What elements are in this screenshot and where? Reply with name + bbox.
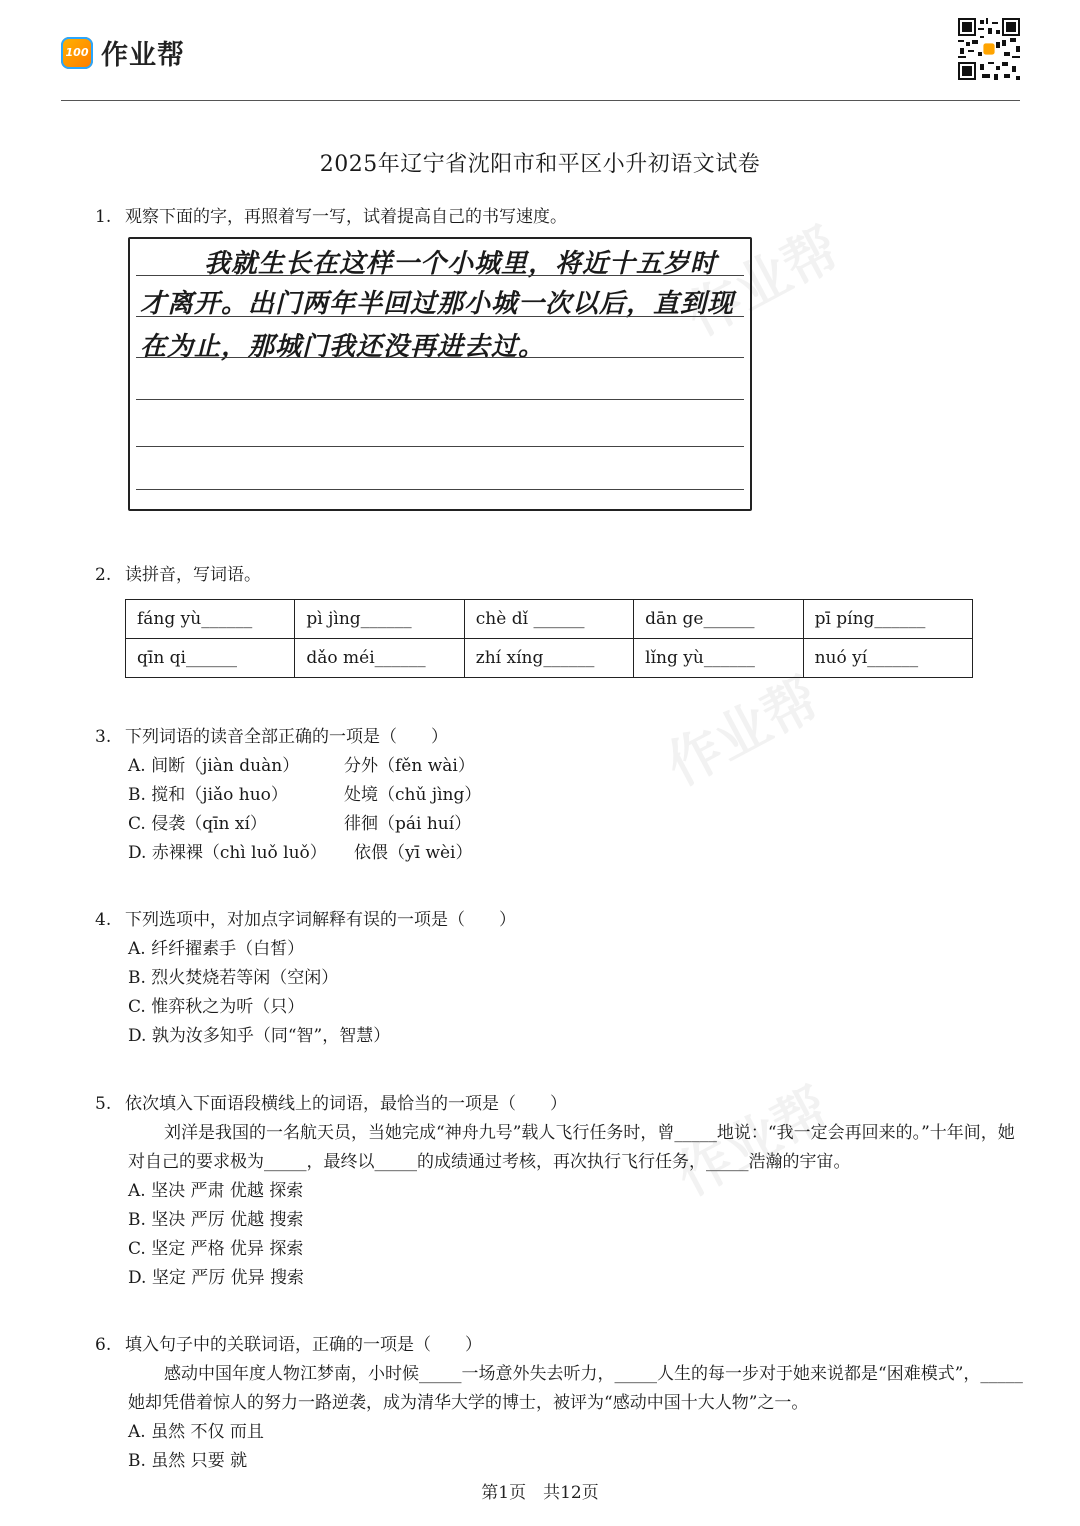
page-title: 2025年辽宁省沈阳市和平区小升初语文试卷: [319, 152, 761, 177]
question-5: [95, 1090, 1023, 1293]
pinyin-cell[interactable]: dān ge______: [634, 600, 803, 639]
question-number: 5.: [95, 1094, 112, 1114]
option-b[interactable]: B. 搅和（jiǎo huo） 处境（chǔ jìng）: [128, 785, 482, 805]
pinyin-cell[interactable]: lǐng yù______: [634, 639, 803, 678]
option-d[interactable]: D. 坚定 严厉 优异 搜索: [128, 1268, 305, 1288]
question-6: [95, 1331, 1023, 1476]
watermark: 作业帮: [676, 216, 850, 348]
table-row: [126, 600, 973, 639]
pinyin-cell[interactable]: zhí xíng______: [464, 639, 633, 678]
question-4: [95, 906, 516, 1051]
question-stem: 下列选项中，对加点字词解释有误的一项是（ ）: [125, 910, 516, 930]
question-passage: 刘洋是我国的一名航天员，当她完成“神舟九号”载人飞行任务时，曾_____地说：“我一定会再回来的。”十年间，她对自己的要求极为_____，最终以_____的成绩通过考核，再次执行飞行任务，_____浩瀚的宇宙。: [128, 1123, 1015, 1172]
watermark: 作业帮: [656, 666, 830, 798]
ruled-line: [136, 399, 744, 400]
option-a[interactable]: A. 纤纤擢素手（白皙）: [128, 939, 305, 959]
question-stem: 填入句子中的关联词语，正确的一项是（ ）: [125, 1335, 482, 1355]
question-number: 1.: [95, 207, 112, 227]
brand-logo: [61, 33, 185, 72]
handwriting-line: 在为止，那城门我还没再进去过。: [140, 332, 546, 362]
question-1: [95, 203, 567, 232]
pinyin-table: [125, 599, 973, 678]
question-number: 6.: [95, 1335, 112, 1355]
question-stem: 观察下面的字，再照着写一写，试着提高自己的书写速度。: [125, 207, 567, 227]
pinyin-cell[interactable]: nuó yí______: [803, 639, 972, 678]
option-b[interactable]: B. 坚决 严厉 优越 搜索: [128, 1210, 304, 1230]
table-row: [126, 639, 973, 678]
option-d[interactable]: D. 赤裸裸（chì luǒ luǒ） 依偎（yī wèi）: [128, 843, 473, 863]
option-d[interactable]: D. 孰为汝多知乎（同“智”，智慧）: [128, 1026, 391, 1046]
ruled-line: [136, 316, 744, 317]
logo-text: 作业帮: [101, 40, 185, 71]
question-stem: 下列词语的读音全部正确的一项是（ ）: [125, 727, 448, 747]
question-2: [95, 561, 261, 590]
option-c[interactable]: C. 侵袭（qīn xí） 徘徊（pái huí）: [128, 814, 472, 834]
pinyin-cell[interactable]: fáng yù______: [126, 600, 295, 639]
option-a[interactable]: A. 间断（jiàn duàn） 分外（fěn wài）: [128, 756, 475, 776]
pinyin-cell[interactable]: pī píng______: [803, 600, 972, 639]
pinyin-cell[interactable]: qīn qi______: [126, 639, 295, 678]
logo-badge-icon: 100: [61, 37, 93, 69]
handwriting-practice-box: [128, 237, 752, 511]
option-c[interactable]: C. 惟弈秋之为听（只）: [128, 997, 305, 1017]
header-divider: [61, 100, 1020, 101]
ruled-line: [136, 446, 744, 447]
option-c[interactable]: C. 坚定 严格 优异 探索: [128, 1239, 304, 1259]
question-stem: 依次填入下面语段横线上的词语，最恰当的一项是（ ）: [125, 1094, 567, 1114]
question-number: 4.: [95, 910, 112, 930]
pinyin-cell[interactable]: pì jìng______: [295, 600, 464, 639]
page-header: [0, 0, 1080, 102]
question-passage: 感动中国年度人物江梦南，小时候_____一场意外失去听力，_____人生的每一步对于她来说都是“困难模式”，_____她却凭借着惊人的努力一路逆袭，成为清华大学的博士，被评为“感动中国十大人物”之一。: [128, 1364, 1023, 1413]
handwriting-line: 才离开。出门两年半回过那小城一次以后，直到现: [140, 289, 735, 319]
qr-code-icon: [958, 18, 1020, 80]
ruled-line: [136, 357, 744, 358]
page-footer: 第1页 共12页: [481, 1483, 599, 1503]
question-stem: 读拼音，写词语。: [125, 565, 261, 585]
question-number: 3.: [95, 727, 112, 747]
option-b[interactable]: B. 烈火焚烧若等闲（空闲）: [128, 968, 339, 988]
option-b[interactable]: B. 虽然 只要 就: [128, 1451, 248, 1471]
option-a[interactable]: A. 坚决 严肃 优越 探索: [128, 1181, 304, 1201]
watermark: 作业帮: [666, 1076, 840, 1208]
question-number: 2.: [95, 565, 112, 585]
question-3: [95, 723, 481, 868]
pinyin-cell[interactable]: chè dǐ ______: [464, 600, 633, 639]
handwriting-line: 我就生长在这样一个小城里，将近十五岁时: [204, 249, 718, 279]
pinyin-cell[interactable]: dǎo méi______: [295, 639, 464, 678]
ruled-line: [136, 489, 744, 490]
ruled-line: [136, 275, 744, 276]
option-a[interactable]: A. 虽然 不仅 而且: [128, 1422, 264, 1442]
